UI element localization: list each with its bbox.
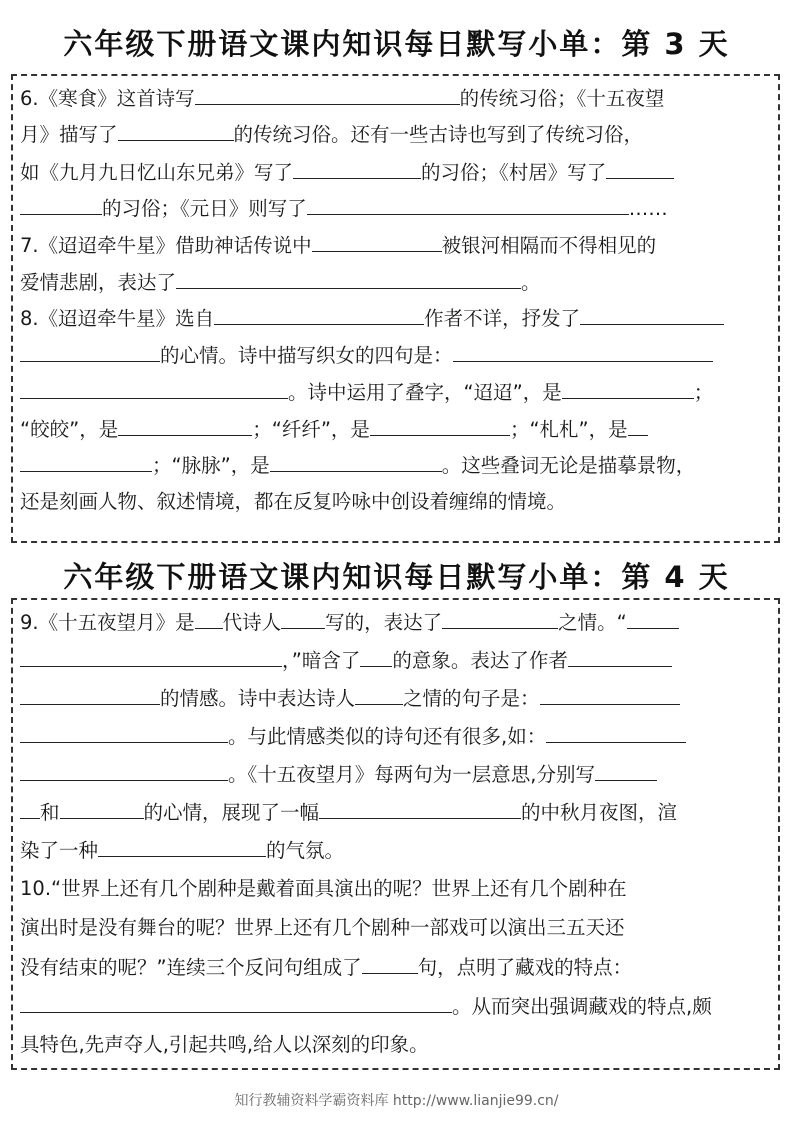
fill-blank[interactable] <box>195 610 223 629</box>
day3-line-7: 8.《迢迢牵牛星》选自 作者不详，抒发了 <box>20 306 724 330</box>
day3-line-9: 。诗中运用了叠字，“迢迢”，是 ； <box>20 380 713 404</box>
fill-blank[interactable] <box>312 233 442 252</box>
fill-blank[interactable] <box>362 955 418 974</box>
day4-line-7: 染了一种 的气氛。 <box>20 839 345 862</box>
day3-line-11: ；“脉脉”，是 。这些叠词无论是描摹景物， <box>20 453 695 477</box>
fill-blank[interactable] <box>355 686 403 705</box>
fill-blank[interactable] <box>176 270 521 289</box>
fill-blank[interactable] <box>595 762 657 781</box>
day4-line-5: 。《十五夜望月》每两句为一层意思,分别写 <box>20 762 657 786</box>
fill-blank[interactable] <box>307 196 629 215</box>
day3-line-3: 如《九月九日忆山东兄弟》写了 的习俗；《村居》写了 <box>20 160 674 184</box>
fill-blank[interactable] <box>20 724 228 743</box>
day4-line-12: 具特色,先声夺人,引起共鸣,给人以深刻的印象。 <box>20 1033 429 1056</box>
fill-blank[interactable] <box>20 762 228 781</box>
fill-blank[interactable] <box>270 453 442 472</box>
day3-line-8: 的心情。诗中描写织女的四句是： <box>20 343 713 367</box>
fill-blank[interactable] <box>60 800 144 819</box>
fill-blank[interactable] <box>20 343 160 362</box>
fill-blank[interactable] <box>360 648 392 667</box>
day4-line-11: 。从而突出强调藏戏的特点,颇 <box>20 994 712 1018</box>
day4-title: 六年级下册语文课内知识每日默写小单：第 4 天 <box>63 560 730 594</box>
fill-blank[interactable] <box>20 648 282 667</box>
fill-blank[interactable] <box>546 724 686 743</box>
fill-blank[interactable] <box>319 800 521 819</box>
day3-line-5: 7.《迢迢牵牛星》借助神话传说中 被银河相隔而不得相见的 <box>20 234 657 257</box>
fill-blank[interactable] <box>562 380 694 399</box>
footer-watermark: 知行教辅资料学霸资料库 http://www.lianjie99.cn/ <box>234 1093 559 1109</box>
fill-blank[interactable] <box>20 686 160 705</box>
day3-line-2: 月》描写了 的传统习俗。还有一些古诗也写到了传统习俗， <box>20 123 644 146</box>
fill-blank[interactable] <box>214 306 424 325</box>
day3-line-12: 还是刻画人物、叙述情境，都在反复吟咏中创设着缠绵的情境。 <box>20 490 567 513</box>
day3-line-6: 爱情悲剧，表达了 。 <box>20 271 541 294</box>
fill-blank[interactable] <box>118 122 234 141</box>
day3-line-10: “皎皎”，是 ；“纤纤”，是 ；“札札”，是 <box>20 417 648 441</box>
fill-blank[interactable] <box>195 86 460 105</box>
day3-line-4: 的习俗；《元日》则写了 …… <box>20 196 668 220</box>
fill-blank[interactable] <box>293 160 421 179</box>
fill-blank[interactable] <box>370 417 510 436</box>
day3-line-1: 6.《寒食》这首诗写 的传统习俗；《十五夜望 <box>20 87 665 110</box>
day4-line-2: ，”暗含了 的意象。表达了作者 <box>20 648 672 672</box>
day3-title: 六年级下册语文课内知识每日默写小单：第 3 天 <box>63 27 730 61</box>
fill-blank[interactable] <box>568 648 672 667</box>
day4-line-9: 演出时是没有舞台的呢？世界上还有几个剧种一部戏可以演出三五天还 <box>20 916 625 939</box>
fill-blank[interactable] <box>20 453 152 472</box>
day4-line-4: 。与此情感类似的诗句还有很多,如： <box>20 724 686 748</box>
fill-blank[interactable] <box>606 160 674 179</box>
fill-blank[interactable] <box>540 686 680 705</box>
fill-blank[interactable] <box>20 800 40 819</box>
day4-line-10: 没有结束的呢？”连续三个反问句组成了 句，点明了藏戏的特点： <box>20 956 633 979</box>
fill-blank[interactable] <box>20 380 288 399</box>
fill-blank[interactable] <box>442 610 558 629</box>
day4-line-8: 10.“世界上还有几个剧种是戴着面具演出的呢？世界上还有几个剧种在 <box>20 877 627 900</box>
day4-line-3: 的情感。诗中表达诗人 之情的句子是： <box>20 686 680 710</box>
fill-blank[interactable] <box>580 306 724 325</box>
day4-line-6: 和 的心情，展现了一幅 的中秋月夜图，渲 <box>20 800 677 824</box>
fill-blank[interactable] <box>628 417 648 436</box>
fill-blank[interactable] <box>118 417 252 436</box>
fill-blank[interactable] <box>20 196 102 215</box>
fill-blank[interactable] <box>281 610 325 629</box>
fill-blank[interactable] <box>20 994 452 1013</box>
day4-line-1: 9.《十五夜望月》是 代诗人 写的，表达了 之情。“ <box>20 610 679 634</box>
fill-blank[interactable] <box>453 343 713 362</box>
fill-blank[interactable] <box>98 838 266 857</box>
fill-blank[interactable] <box>627 610 679 629</box>
